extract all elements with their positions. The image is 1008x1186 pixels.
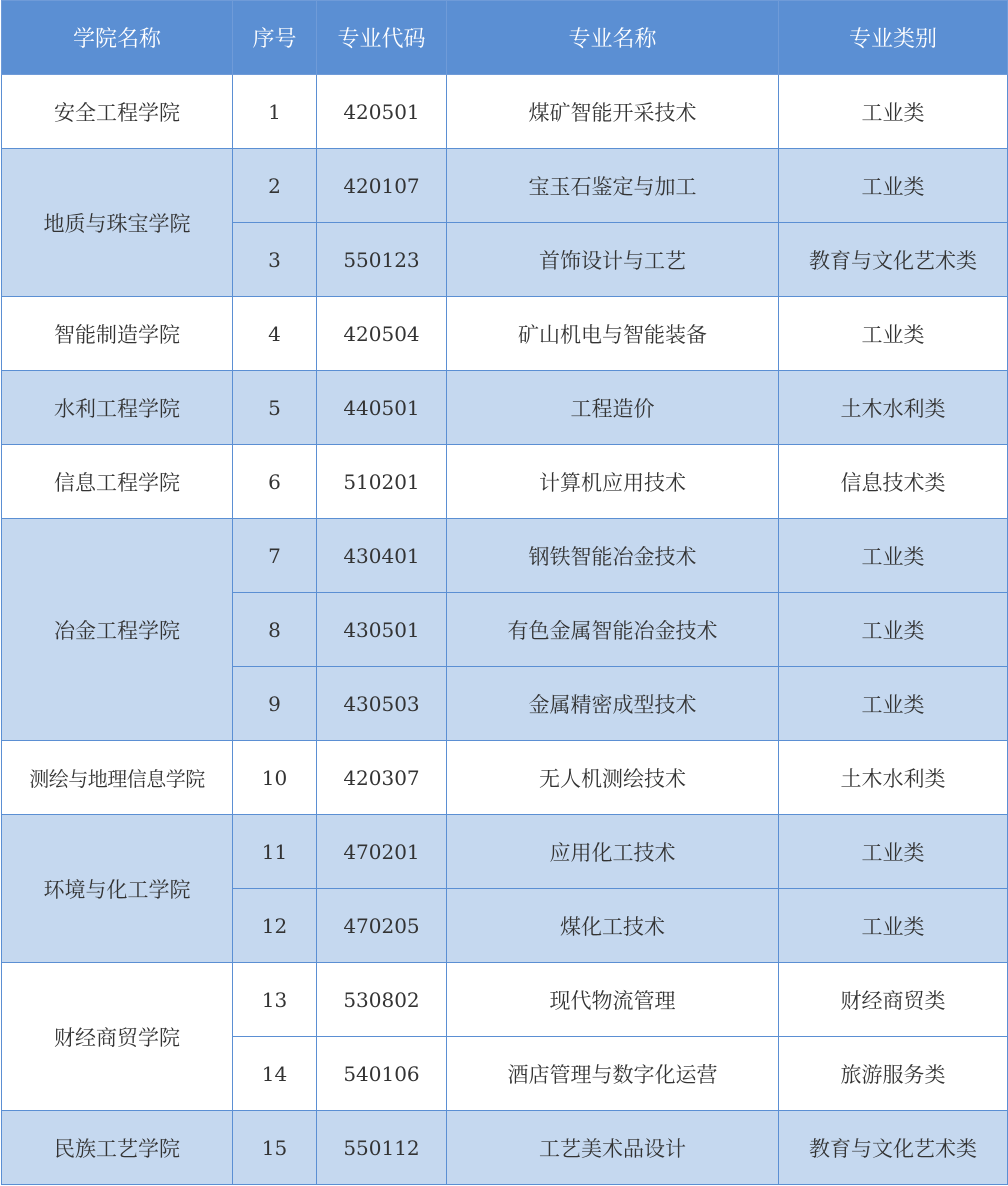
- major-name: 工艺美术品设计: [447, 1111, 779, 1185]
- major-name: 有色金属智能冶金技术: [447, 593, 779, 667]
- table-row: [2, 815, 1008, 889]
- row-number: 12: [233, 889, 317, 963]
- row-number: 7: [233, 519, 317, 593]
- major-code: 510201: [317, 445, 447, 519]
- major-name: 计算机应用技术: [447, 445, 779, 519]
- table-body: [2, 75, 1008, 1185]
- major-name: 钢铁智能冶金技术: [447, 519, 779, 593]
- major-code: 530802: [317, 963, 447, 1037]
- row-number: 13: [233, 963, 317, 1037]
- row-number: 6: [233, 445, 317, 519]
- header-major-category: 专业类别: [779, 1, 1008, 75]
- major-name: 煤化工技术: [447, 889, 779, 963]
- major-name: 工程造价: [447, 371, 779, 445]
- row-number: 1: [233, 75, 317, 149]
- major-name: 金属精密成型技术: [447, 667, 779, 741]
- major-category: 工业类: [779, 667, 1008, 741]
- major-category: 教育与文化艺术类: [779, 1111, 1008, 1185]
- college-name: 测绘与地理信息学院: [2, 741, 233, 815]
- table-row: [2, 1111, 1008, 1185]
- table-row: [2, 963, 1008, 1037]
- major-category: 信息技术类: [779, 445, 1008, 519]
- college-name: 财经商贸学院: [2, 963, 233, 1111]
- major-category: 土木水利类: [779, 371, 1008, 445]
- header-major-code: 专业代码: [317, 1, 447, 75]
- major-code: 550123: [317, 223, 447, 297]
- major-code: 420107: [317, 149, 447, 223]
- row-number: 3: [233, 223, 317, 297]
- major-name: 煤矿智能开采技术: [447, 75, 779, 149]
- major-name: 矿山机电与智能装备: [447, 297, 779, 371]
- major-category: 工业类: [779, 889, 1008, 963]
- college-name: 民族工艺学院: [2, 1111, 233, 1185]
- row-number: 4: [233, 297, 317, 371]
- major-code: 540106: [317, 1037, 447, 1111]
- row-number: 2: [233, 149, 317, 223]
- major-name: 应用化工技术: [447, 815, 779, 889]
- row-number: 14: [233, 1037, 317, 1111]
- row-number: 5: [233, 371, 317, 445]
- major-code: 470205: [317, 889, 447, 963]
- header-major-name: 专业名称: [447, 1, 779, 75]
- major-category: 土木水利类: [779, 741, 1008, 815]
- table-row: [2, 741, 1008, 815]
- college-name: 智能制造学院: [2, 297, 233, 371]
- major-code: 440501: [317, 371, 447, 445]
- major-name: 首饰设计与工艺: [447, 223, 779, 297]
- table-row: [2, 519, 1008, 593]
- major-category: 工业类: [779, 297, 1008, 371]
- major-category: 工业类: [779, 815, 1008, 889]
- major-code: 420501: [317, 75, 447, 149]
- college-name: 安全工程学院: [2, 75, 233, 149]
- major-code: 430401: [317, 519, 447, 593]
- major-category: 工业类: [779, 75, 1008, 149]
- major-code: 550112: [317, 1111, 447, 1185]
- major-name: 无人机测绘技术: [447, 741, 779, 815]
- college-name: 地质与珠宝学院: [2, 149, 233, 297]
- major-category: 旅游服务类: [779, 1037, 1008, 1111]
- college-name: 冶金工程学院: [2, 519, 233, 741]
- major-code: 430501: [317, 593, 447, 667]
- major-code: 470201: [317, 815, 447, 889]
- table-row: [2, 149, 1008, 223]
- row-number: 10: [233, 741, 317, 815]
- major-category: 工业类: [779, 149, 1008, 223]
- row-number: 8: [233, 593, 317, 667]
- table-row: [2, 445, 1008, 519]
- major-name: 现代物流管理: [447, 963, 779, 1037]
- header-college: 学院名称: [2, 1, 233, 75]
- major-code: 430503: [317, 667, 447, 741]
- college-name: 水利工程学院: [2, 371, 233, 445]
- major-category: 财经商贸类: [779, 963, 1008, 1037]
- row-number: 11: [233, 815, 317, 889]
- college-name: 环境与化工学院: [2, 815, 233, 963]
- major-category: 工业类: [779, 593, 1008, 667]
- row-number: 15: [233, 1111, 317, 1185]
- major-name: 宝玉石鉴定与加工: [447, 149, 779, 223]
- header-number: 序号: [233, 1, 317, 75]
- major-category: 工业类: [779, 519, 1008, 593]
- major-code: 420307: [317, 741, 447, 815]
- major-code: 420504: [317, 297, 447, 371]
- table-row: [2, 297, 1008, 371]
- major-category: 教育与文化艺术类: [779, 223, 1008, 297]
- major-name: 酒店管理与数字化运营: [447, 1037, 779, 1111]
- table-row: [2, 75, 1008, 149]
- college-name: 信息工程学院: [2, 445, 233, 519]
- row-number: 9: [233, 667, 317, 741]
- table-row: [2, 371, 1008, 445]
- majors-table: [1, 0, 1008, 1185]
- header-row: [2, 1, 1008, 75]
